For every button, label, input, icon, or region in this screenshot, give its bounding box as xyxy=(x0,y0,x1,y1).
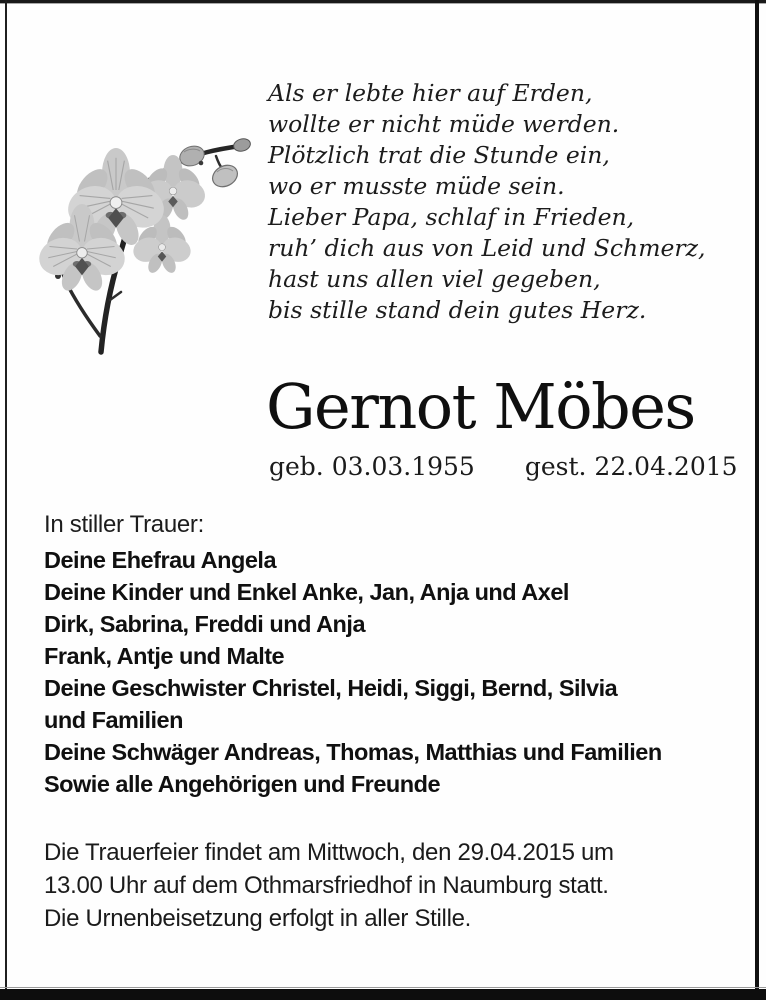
poem-line: Als er lebte hier auf Erden, xyxy=(268,79,593,107)
poem-line: wo er musste müde sein. xyxy=(268,172,565,200)
poem-line: bis stille stand dein gutes Herz. xyxy=(268,296,647,324)
left-border-line xyxy=(5,0,7,990)
bottom-border-bar xyxy=(0,989,766,1000)
deceased-name: Gernot Möbes xyxy=(266,370,695,443)
mourner-line: Frank, Antje und Malte xyxy=(44,643,285,669)
death-date: gest. 22.04.2015 xyxy=(524,452,738,481)
mourner-line: Deine Geschwister Christel, Heidi, Siggi, Bernd, Silvia xyxy=(44,675,618,701)
mourner-line: Deine Schwäger Andreas, Thomas, Matthias und Familien xyxy=(44,739,662,765)
orchid-photo xyxy=(26,130,258,362)
poem-line: Lieber Papa, schlaf in Frieden, xyxy=(268,203,635,231)
poem-line: hast uns allen viel gegeben, xyxy=(268,265,601,293)
mourning-intro: In stiller Trauer: xyxy=(44,511,204,538)
funeral-info xyxy=(44,836,734,935)
birth-date: geb. 03.03.1955 xyxy=(269,452,475,481)
right-column-rule xyxy=(755,0,759,990)
top-border-shadow xyxy=(0,3,766,4)
mourner-line: und Familien xyxy=(44,707,183,733)
poem-line: wollte er nicht müde werden. xyxy=(268,110,620,138)
poem-line: Plötzlich trat die Stunde ein, xyxy=(268,141,610,169)
mourner-line: Sowie alle Angehörigen und Freunde xyxy=(44,771,441,797)
poem-line: ruh’ dich aus von Leid und Schmerz, xyxy=(268,234,706,262)
mourner-line: Deine Ehefrau Angela xyxy=(44,547,277,573)
mourners-list xyxy=(44,544,734,800)
memorial-poem xyxy=(268,78,738,326)
funeral-line: Die Urnenbeisetzung erfolgt in aller Stille. xyxy=(44,905,472,932)
funeral-line: Die Trauerfeier findet am Mittwoch, den 29.04.2015 um xyxy=(44,839,614,866)
funeral-line: 13.00 Uhr auf dem Othmarsfriedhof in Naumburg statt. xyxy=(44,872,609,899)
mourner-line: Dirk, Sabrina, Freddi und Anja xyxy=(44,611,366,637)
bottom-border-shadow xyxy=(0,987,766,988)
mourner-line: Deine Kinder und Enkel Anke, Jan, Anja und Axel xyxy=(44,579,569,605)
life-dates xyxy=(269,452,738,481)
